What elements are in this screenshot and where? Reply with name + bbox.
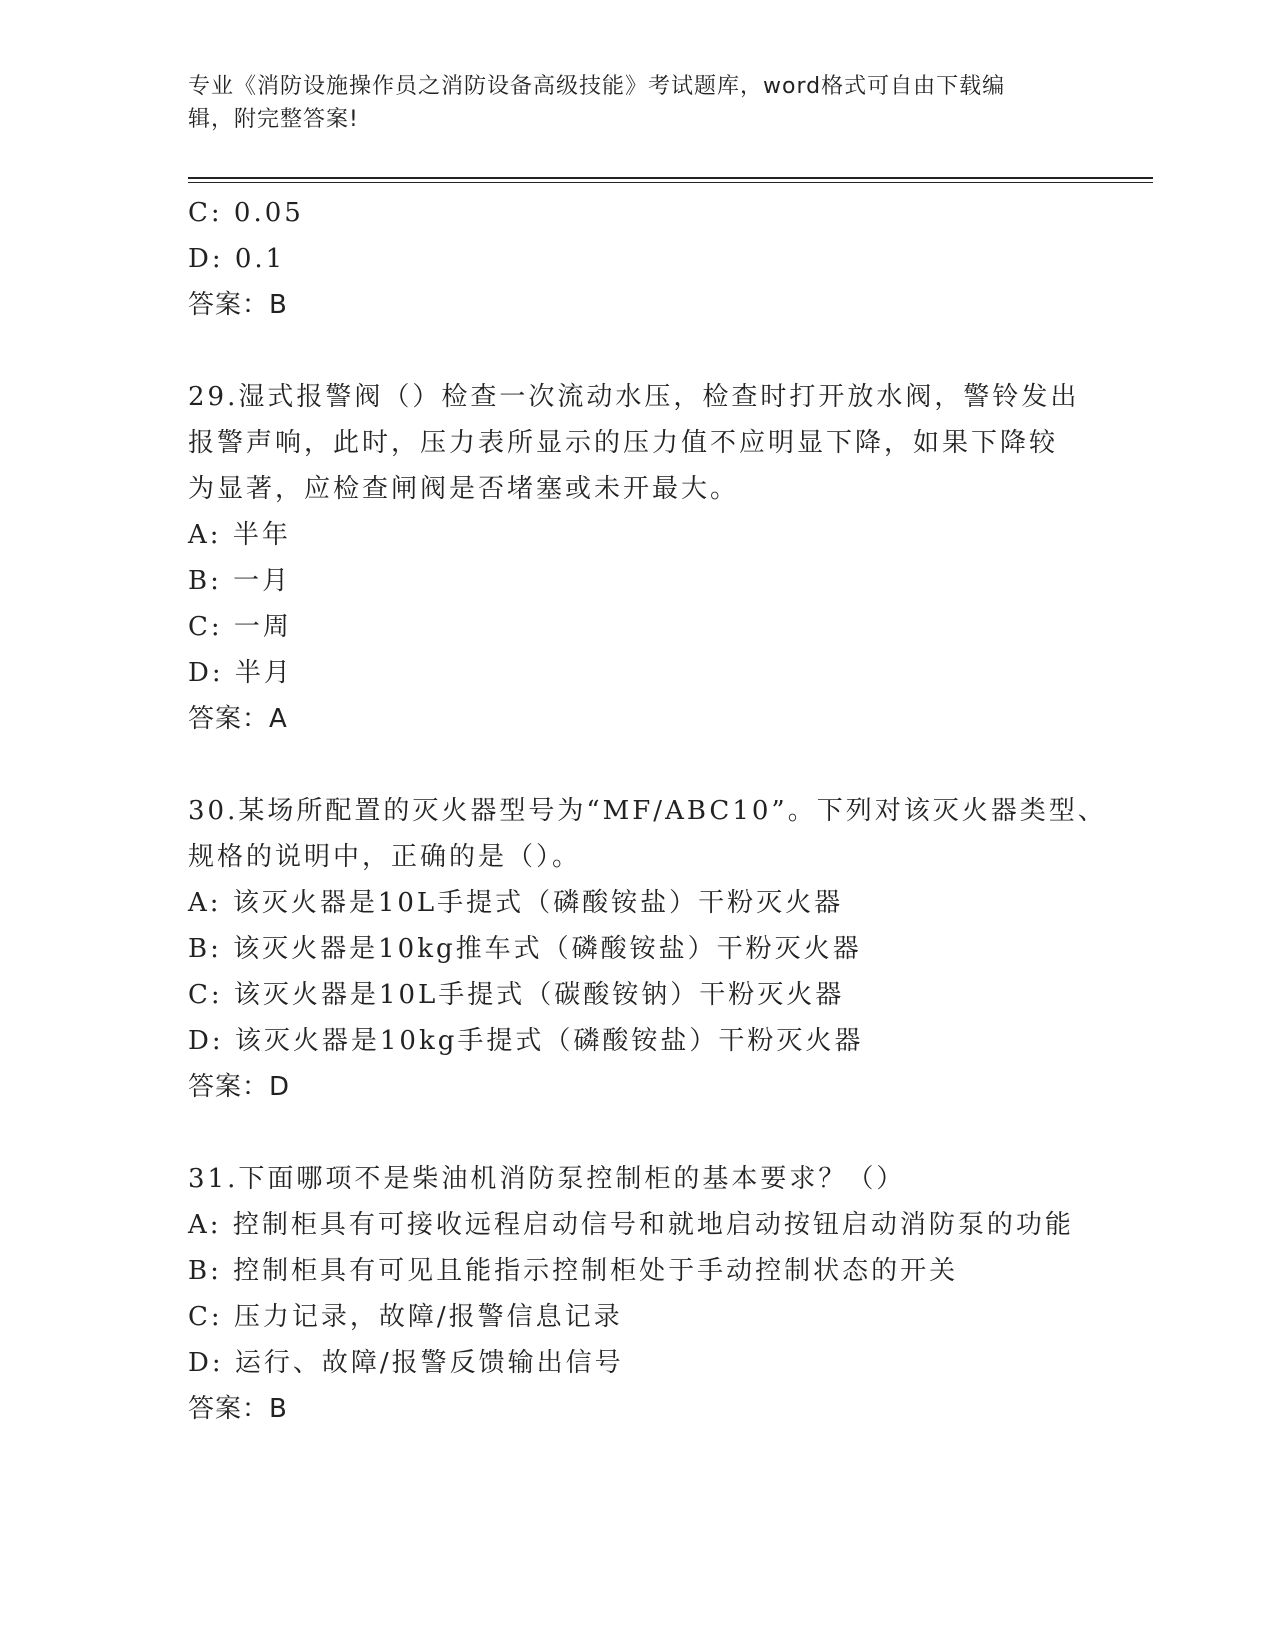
option-c: C: 压力记录，故障/报警信息记录 [188, 1302, 623, 1332]
question-30 [188, 788, 1107, 1110]
answer: 答案：B [188, 1394, 288, 1424]
question-29 [188, 374, 1088, 742]
option-a: A: 该灭火器是10L手提式（磷酸铵盐）干粉灭火器 [188, 888, 844, 918]
question-text-line: 30.某场所配置的灭火器型号为“MF/ABC10”。下列对该灭火器类型、 [188, 796, 1107, 826]
option-d: D: 半月 [188, 658, 293, 688]
option-d: D: 运行、故障/报警反馈输出信号 [188, 1348, 624, 1378]
option-b: B: 一月 [188, 566, 292, 596]
option-a: A: 控制柜具有可接收远程启动信号和就地启动按钮启动消防泵的功能 [188, 1210, 1074, 1240]
option-c: C: 0.05 [188, 198, 304, 228]
option-b: B: 控制柜具有可见且能指示控制柜处于手动控制状态的开关 [188, 1256, 959, 1286]
answer: 答案：B [188, 290, 288, 320]
answer: 答案：D [188, 1072, 291, 1102]
question-text-line: 规格的说明中，正确的是（）。 [188, 842, 582, 872]
option-d: D: 该灭火器是10kg手提式（磷酸铵盐）干粉灭火器 [188, 1026, 864, 1056]
header-line-2: 辑，附完整答案! [188, 107, 359, 132]
option-b: B: 该灭火器是10kg推车式（磷酸铵盐）干粉灭火器 [188, 934, 862, 964]
question-content [188, 190, 1107, 1432]
header-rule-thin [188, 182, 1153, 183]
prev-question [188, 190, 1088, 328]
header-line-1: 专业《消防设施操作员之消防设备高级技能》考试题库，word格式可自由下载编 [188, 74, 1006, 99]
header-rule [188, 177, 1153, 179]
page-header [188, 70, 1088, 136]
question-text-line: 为显著，应检查闸阀是否堵塞或未开最大。 [188, 474, 740, 504]
answer: 答案：A [188, 704, 288, 734]
option-a: A: 半年 [188, 520, 291, 550]
option-c: C: 一周 [188, 612, 292, 642]
question-text-line: 31.下面哪项不是柴油机消防泵控制柜的基本要求？（） [188, 1164, 906, 1194]
question-text-line: 报警声响，此时，压力表所显示的压力值不应明显下降，如果下降较 [188, 428, 1059, 458]
option-d: D: 0.1 [188, 244, 286, 274]
question-31 [188, 1156, 1088, 1432]
question-text-line: 29.湿式报警阀（）检查一次流动水压，检查时打开放水阀，警铃发出 [188, 382, 1080, 412]
option-c: C: 该灭火器是10L手提式（碳酸铵钠）干粉灭火器 [188, 980, 845, 1010]
